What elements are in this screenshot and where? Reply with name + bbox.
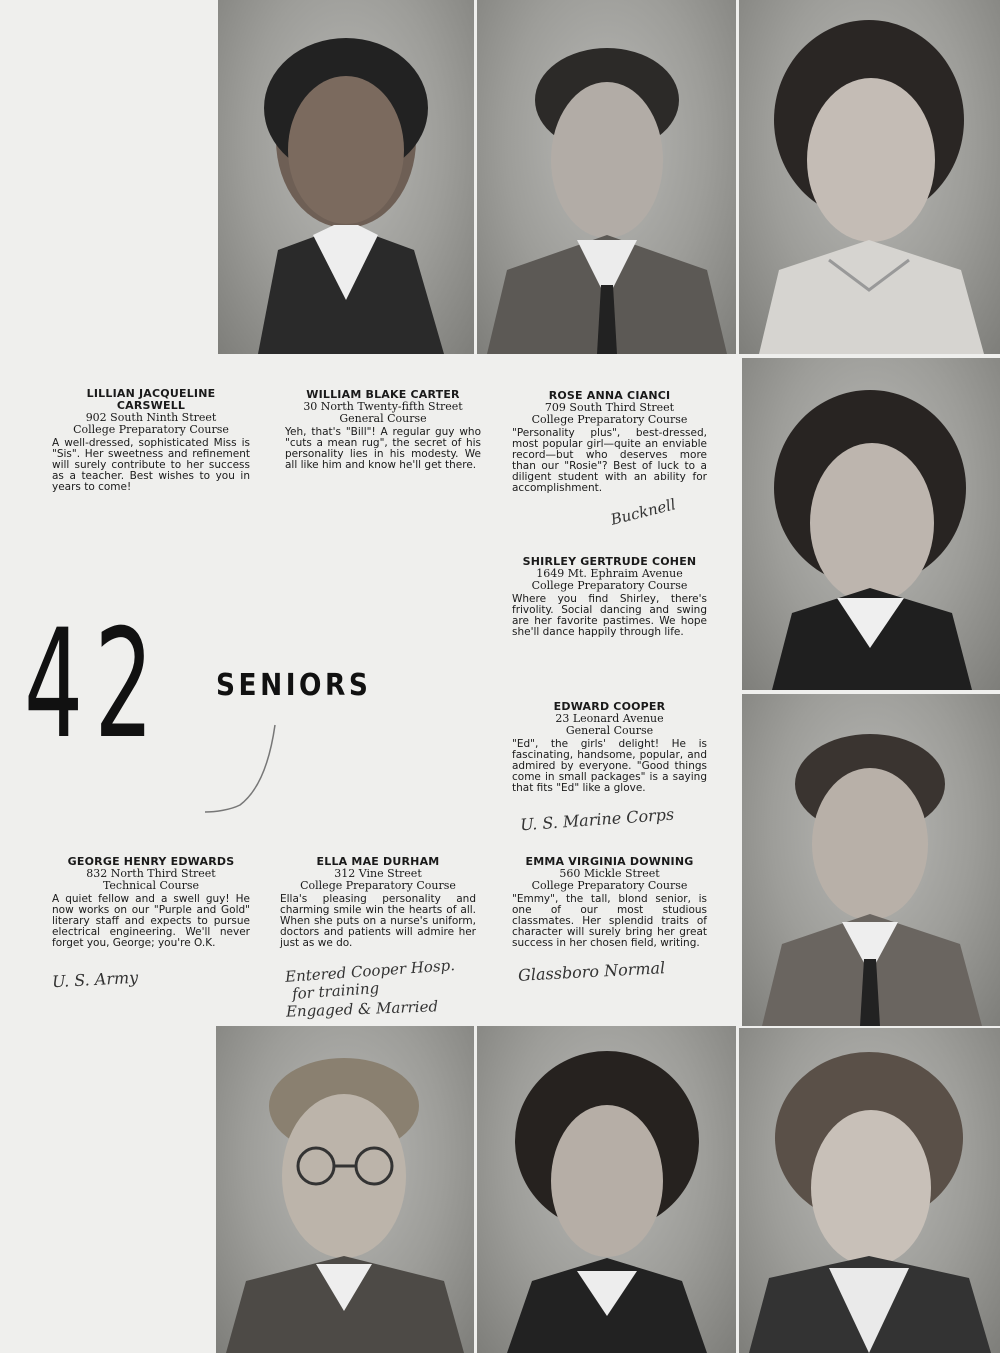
senior-blurb: Ella's pleasing personality and charming smile win the hearts of all. When she puts on a nurse's uniform, doctors and patients will admire her just as we do. <box>280 893 476 949</box>
senior-address: 312 Vine Street <box>334 867 422 880</box>
portrait-cohen <box>742 358 1000 690</box>
senior-address: 560 Mickle Street <box>559 867 660 880</box>
senior-name: EDWARD COOPER <box>553 700 666 713</box>
pencil-mark-decoration <box>200 720 290 820</box>
portrait-cianci <box>739 0 1000 354</box>
senior-entry-carter <box>285 389 481 471</box>
senior-entry-durham <box>280 856 476 949</box>
senior-address: 902 South Ninth Street <box>85 411 217 424</box>
senior-address: 23 Leonard Avenue <box>555 712 664 725</box>
senior-address: 30 North Twenty-fifth Street <box>303 400 463 413</box>
senior-course: College Preparatory Course <box>73 423 229 436</box>
senior-entry-cooper <box>512 701 707 794</box>
portrait-carswell <box>218 0 474 354</box>
senior-course: College Preparatory Course <box>531 579 688 592</box>
senior-blurb: "Emmy", the tall, blond senior, is one of our most studious classmates. Her splendid traits of character will surely bring her great success in her chosen field, writing. <box>512 893 707 949</box>
senior-blurb: A well-dressed, sophisticated Miss is "Sis". Her sweetness and refinement will surely contribute to her success as a teacher. Best wishes to you in years to come! <box>52 437 250 493</box>
handwritten-note-durham-3: Engaged & Married <box>285 997 439 1021</box>
senior-blurb: Where you find Shirley, there's frivolity. Social dancing and swing are her favorite pastimes. We hope she'll dance happily through life. <box>512 593 707 638</box>
portrait-downing <box>739 1028 1000 1353</box>
senior-address: 832 North Third Street <box>86 867 216 880</box>
senior-entry-cohen <box>512 556 707 638</box>
handwritten-note-downing: Glassboro Normal <box>517 958 666 985</box>
senior-name: ROSE ANNA CIANCI <box>548 389 671 402</box>
senior-address: 709 South Third Street <box>544 401 675 414</box>
senior-name: GEORGE HENRY EDWARDS <box>67 855 235 868</box>
senior-name: EMMA VIRGINIA DOWNING <box>525 855 694 868</box>
portrait-carter <box>477 0 736 354</box>
senior-entry-downing <box>512 856 707 949</box>
senior-course: Technical Course <box>102 879 200 892</box>
senior-blurb: Yeh, that's "Bill"! A regular guy who "cuts a mean rug", the secret of his personality lies in his modesty. We all like him and know he'll get there. <box>285 426 481 471</box>
page-number: 42 <box>24 598 165 772</box>
handwritten-note-cooper: U. S. Marine Corps <box>519 804 675 835</box>
senior-course: College Preparatory Course <box>300 879 456 892</box>
senior-blurb: "Personality plus", best-dressed, most popular girl—quite an enviable record—but who deserves more than our "Rosie"? Best of luck to a diligent student with an ability for accomplishment. <box>512 427 707 494</box>
senior-course: College Preparatory Course <box>531 413 688 426</box>
portrait-durham <box>477 1026 736 1353</box>
portrait-edwards <box>216 1026 474 1353</box>
senior-course: General Course <box>565 724 654 737</box>
senior-entry-cianci <box>512 390 707 494</box>
senior-entry-carswell <box>52 388 250 493</box>
senior-blurb: "Ed", the girls' delight! He is fascinating, handsome, popular, and admired by everyone. "Good things come in small packages" is a saying that fits "Ed" like a glove. <box>512 738 707 794</box>
senior-blurb: A quiet fellow and a swell guy! He now works on our "Purple and Gold" literary staff and expects to pursue electrical engineering. We'll never forget you, George; you're O.K. <box>52 893 250 949</box>
senior-address: 1649 Mt. Ephraim Avenue <box>536 567 683 580</box>
senior-course: General Course <box>339 412 427 425</box>
handwritten-note-cianci: Bucknell <box>608 495 678 529</box>
section-title: SENIORS <box>216 668 372 703</box>
senior-entry-edwards <box>52 856 250 949</box>
portrait-cooper <box>742 694 1000 1026</box>
handwritten-note-edwards: U. S. Army <box>51 967 139 992</box>
senior-name: ELLA MAE DURHAM <box>316 855 440 868</box>
handwritten-note-durham-2: for training <box>291 978 380 1004</box>
senior-name: SHIRLEY GERTRUDE COHEN <box>522 555 697 568</box>
senior-course: College Preparatory Course <box>531 879 688 892</box>
senior-name: LILLIAN JACQUELINE CARSWELL <box>86 387 216 412</box>
handwritten-note-durham-1: Entered Cooper Hosp. <box>284 956 456 986</box>
senior-name: WILLIAM BLAKE CARTER <box>306 388 460 401</box>
